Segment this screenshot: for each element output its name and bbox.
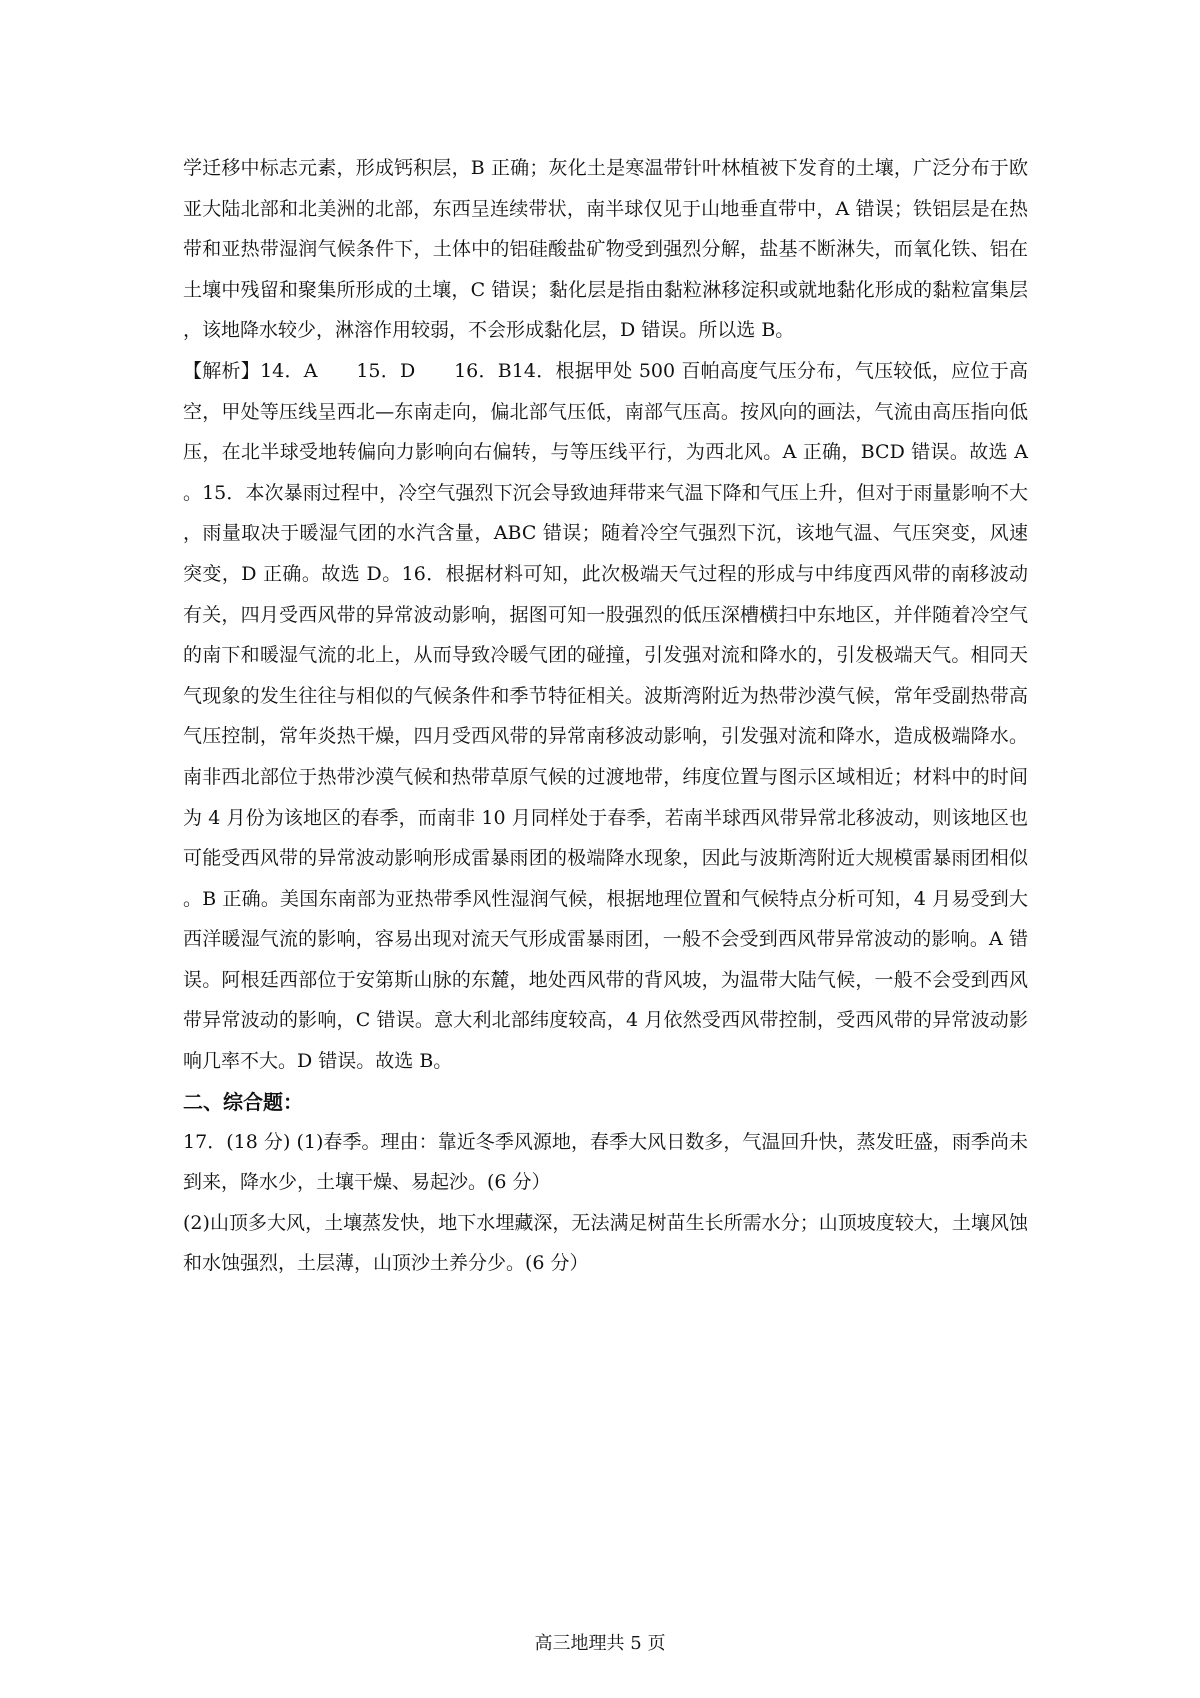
explanation-paragraph-14-16: 【解析】14．A 15．D 16．B14．根据甲处 500 百帕高度气压分布，气压较低，应位于高空，甲处等压线呈西北—东南走向，偏北部气压低，南部气压高。按风向的画法，气流由高压指向低压，在北半球受地转偏向力影响向右偏转，与等压线平行，为西北风。A 正确，BCD 错误。故选 A。15．本次暴雨过程中，冷空气强烈下沉会导致迪拜带来气温下降和气压上升，但对于雨量影响不大，雨量取决于暖湿气团的水汽含量，ABC 错误；随着冷空气强烈下沉，该地气温、气压突变，风速突变，D 正确。故选 D。16．根据材料可知，此次极端天气过程的形成与中纬度西风带的南移波动有关，四月受西风带的异常波动影响，据图可知一股强烈的低压深槽横扫中东地区，并伴随着冷空气的南下和暖湿气流的北上，从而导致冷暖气团的碰撞，引发强对流和降水的，引发极端天气。相同天气现象的发生往往与相似的气候条件和季节特征相关。波斯湾附近为热带沙漠气候，常年受副热带高气压控制，常年炎热干燥，四月受西风带的异常南移波动影响，引发强对流和降水，造成极端降水。南非西北部位于热带沙漠气候和热带草原气候的过渡地带，纬度位置与图示区域相近；材料中的时间为 4 月份为该地区的春季，而南非 10 月同样处于春季，若南半球西风带异常北移波动，则该地区也可能受西风带的异常波动影响形成雷暴雨团的极端降水现象，因此与波斯湾附近大规模雷暴雨团相似。B 正确。美国东南部为亚热带季风性湿润气候，根据地理位置和气候特点分析可知，4 月易受到大西洋暖湿气流的影响，容易出现对流天气形成雷暴雨团，一般不会受到西风带异常波动的影响。A 错误。阿根廷西部位于安第斯山脉的东麓，地处西风带的背风坡，为温带大陆气候，一般不会受到西风带异常波动的影响，C 错误。意大利北部纬度较高，4 月依然受西风带控制，受西风带的异常波动影响几率不大。D 错误。故选 B。 [183, 359, 1028, 1073]
section-heading-comprehensive: 二、综合题： [183, 1089, 303, 1114]
page-footer: 高三地理共 5 页 [534, 1633, 666, 1654]
explanation-paragraph-13: 学迁移中标志元素，形成钙积层，B 正确；灰化土是寒温带针叶林植被下发育的土壤，广泛分布于欧亚大陆北部和北美洲的北部，东西呈连续带状，南半球仅见于山地垂直带中，A 错误；铁铝层是在热带和亚热带湿润气候条件下，土体中的铝硅酸盐矿物受到强烈分解，盐基不断淋失，而氧化铁、铝在土壤中残留和聚集所形成的土壤，C 错误；黏化层是指由黏粒淋移淀积或就地黏化形成的黏粒富集层，该地降水较少，淋溶作用较弱，不会形成黏化层，D 错误。所以选 B。 [183, 157, 1028, 342]
page-content [183, 148, 1028, 1284]
answer-17-part-1: 17．(18 分) (1)春季。理由：靠近冬季风源地，春季大风日数多，气温回升快，蒸发旺盛，雨季尚未到来，降水少，土壤干燥、易起沙。(6 分） [183, 1130, 1028, 1194]
answer-17-part-2: (2)山顶多大风，土壤蒸发快，地下水埋藏深，无法满足树苗生长所需水分；山顶坡度较大，土壤风蚀和水蚀强烈，土层薄，山顶沙土养分少。(6 分） [183, 1211, 1028, 1275]
